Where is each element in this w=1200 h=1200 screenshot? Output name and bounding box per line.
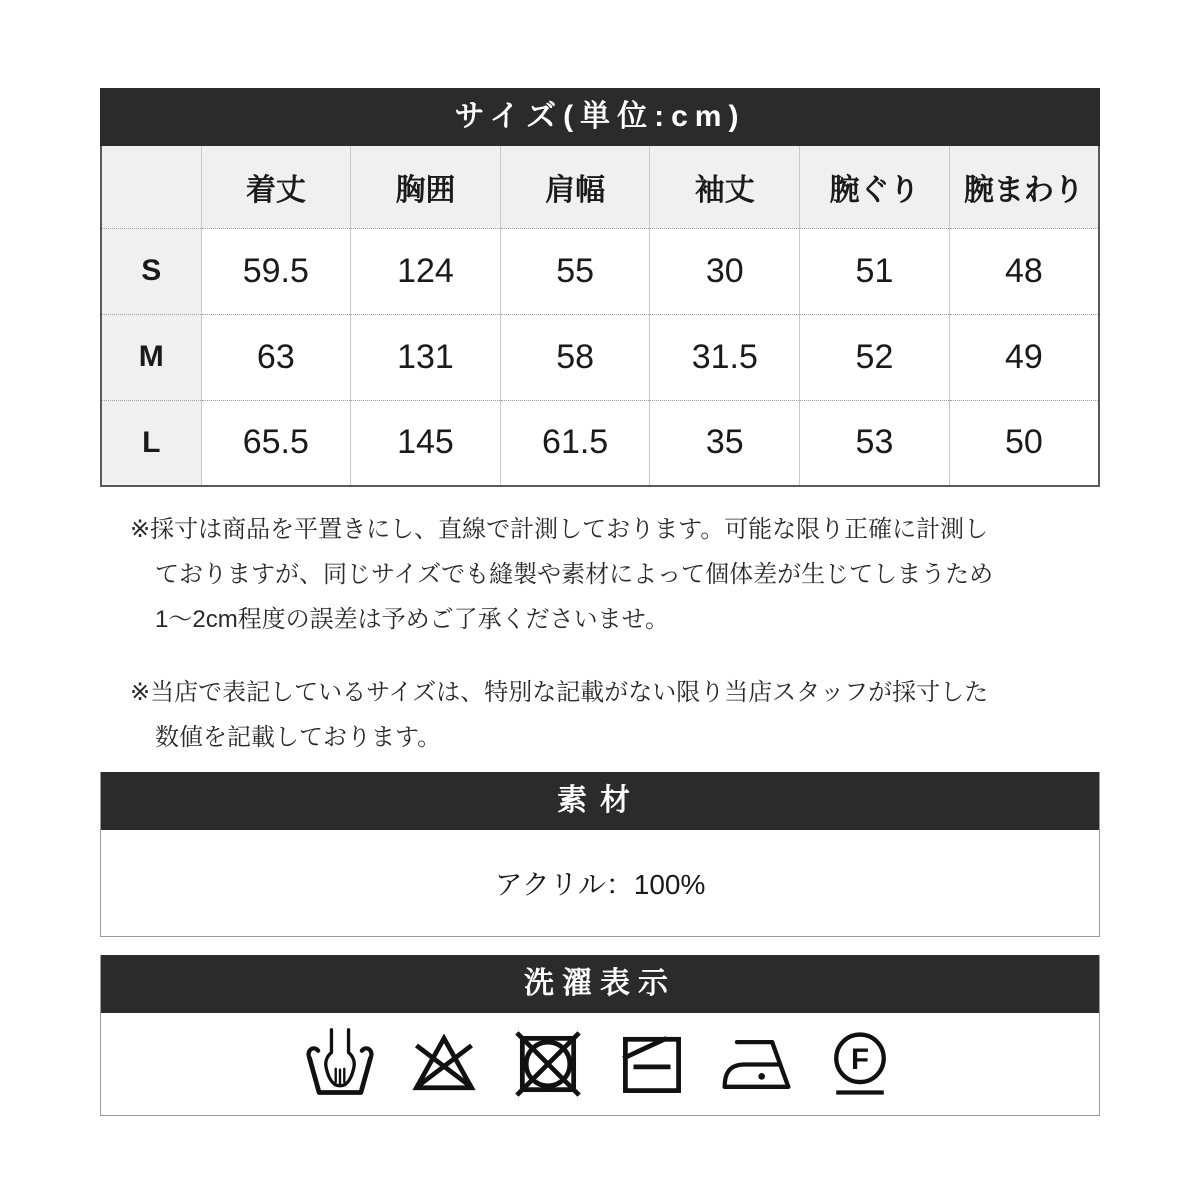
size-row-l xyxy=(101,400,1099,486)
size-cell: 145 xyxy=(351,400,501,486)
corner-cell xyxy=(101,146,201,228)
do-not-tumble-dry-icon xyxy=(510,1026,586,1102)
size-cell: 59.5 xyxy=(201,228,351,314)
row-label-m: M xyxy=(101,314,201,400)
size-cell: 61.5 xyxy=(500,400,650,486)
row-label-l: L xyxy=(101,400,201,486)
iron-low-temperature-icon xyxy=(718,1026,794,1102)
col-header-arm-width: 腕まわり xyxy=(949,146,1099,228)
material-section-header xyxy=(101,772,1099,830)
size-cell: 131 xyxy=(351,314,501,400)
size-section xyxy=(100,88,1100,487)
notes xyxy=(100,507,1100,760)
size-cell: 53 xyxy=(800,400,950,486)
material-content xyxy=(101,830,1099,936)
col-header-body-length: 着丈 xyxy=(201,146,351,228)
size-cell: 124 xyxy=(351,228,501,314)
size-cell: 63 xyxy=(201,314,351,400)
svg-text:F: F xyxy=(851,1042,869,1076)
size-cell: 52 xyxy=(800,314,950,400)
note-line: ※当店で表記しているサイズは、特別な記載がない限り当店スタッフが採寸した xyxy=(130,679,989,706)
col-header-armhole: 腕ぐり xyxy=(800,146,950,228)
dry-clean-f-gentle-icon xyxy=(822,1026,898,1102)
laundry-section-header xyxy=(101,955,1099,1013)
size-cell: 50 xyxy=(949,400,1099,486)
do-not-bleach-icon xyxy=(406,1026,482,1102)
staff-measurement-note xyxy=(130,670,1100,760)
size-table xyxy=(100,146,1100,487)
hand-wash-icon xyxy=(302,1026,378,1102)
note-line: ておりますが、同じサイズでも縫製や素材によって個体差が生じてしまうため xyxy=(155,561,994,588)
size-cell: 55 xyxy=(500,228,650,314)
size-spec-page xyxy=(100,0,1100,1116)
material-section xyxy=(100,772,1100,937)
size-cell: 58 xyxy=(500,314,650,400)
dry-flat-in-shade-icon xyxy=(614,1026,690,1102)
laundry-section-title: 洗濯表示 xyxy=(524,967,676,1000)
size-row-m xyxy=(101,314,1099,400)
note-line: 数値を記載しております。 xyxy=(155,724,442,751)
size-cell: 65.5 xyxy=(201,400,351,486)
laundry-section xyxy=(100,955,1100,1116)
size-cell: 51 xyxy=(800,228,950,314)
col-header-sleeve: 袖丈 xyxy=(650,146,800,228)
size-cell: 49 xyxy=(949,314,1099,400)
measurement-accuracy-note xyxy=(130,507,1100,642)
size-cell: 48 xyxy=(949,228,1099,314)
size-cell: 35 xyxy=(650,400,800,486)
note-line: ※採寸は商品を平置きにし、直線で計測しております。可能な限り正確に計測し xyxy=(130,516,989,543)
note-line: 1〜2cm程度の誤差は予めご了承くださいませ。 xyxy=(155,606,669,633)
col-header-chest: 胸囲 xyxy=(351,146,501,228)
size-section-title: サイズ(単位:cm) xyxy=(454,100,746,133)
size-row-s xyxy=(101,228,1099,314)
size-cell: 31.5 xyxy=(650,314,800,400)
material-section-title: 素材 xyxy=(557,784,643,817)
size-cell: 30 xyxy=(650,228,800,314)
size-table-header-row xyxy=(101,146,1099,228)
size-section-header xyxy=(100,88,1100,146)
laundry-icons-row xyxy=(101,1013,1099,1115)
material-value: アクリル：100% xyxy=(494,869,706,900)
row-label-s: S xyxy=(101,228,201,314)
col-header-shoulder: 肩幅 xyxy=(500,146,650,228)
